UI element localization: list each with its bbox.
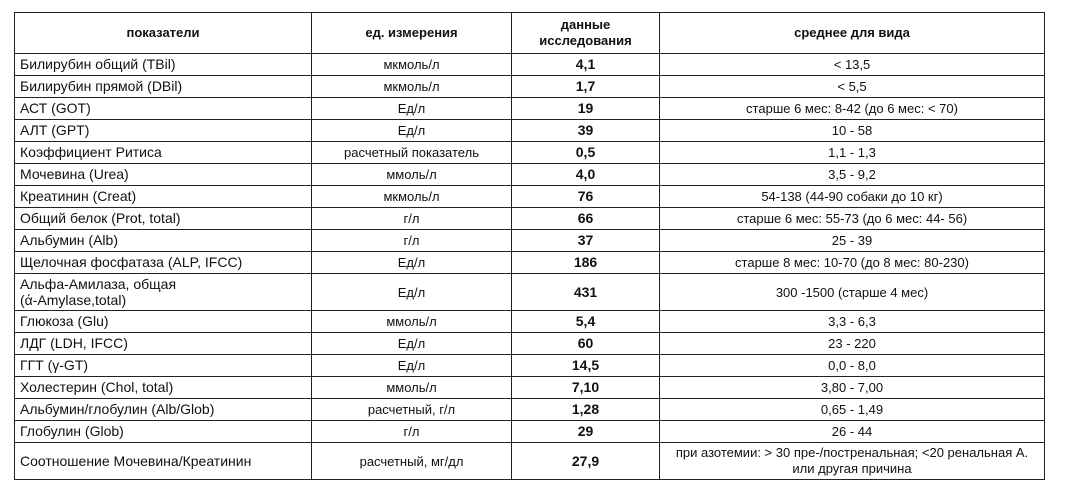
row-reference: 1,1 - 1,3 [660,142,1045,164]
row-unit: г/л [312,230,512,252]
table-row [15,230,1045,252]
row-name: Холестерин (Chol, total) [15,377,312,399]
table-row [15,333,1045,355]
row-name: Соотношение Мочевина/Креатинин [15,443,312,480]
table-row [15,355,1045,377]
row-unit: Ед/л [312,252,512,274]
table-row [15,76,1045,98]
row-value: 0,5 [512,142,660,164]
row-unit: мкмоль/л [312,186,512,208]
row-name: ГГТ (γ-GT) [15,355,312,377]
table-row [15,164,1045,186]
row-reference: 0,0 - 8,0 [660,355,1045,377]
row-value: 7,10 [512,377,660,399]
row-unit: мкмоль/л [312,54,512,76]
row-unit: расчетный, мг/дл [312,443,512,480]
row-unit: расчетный, г/л [312,399,512,421]
header-reference: среднее для вида [660,13,1045,54]
row-name: Билирубин прямой (DBil) [15,76,312,98]
row-unit: Ед/л [312,120,512,142]
row-name: ЛДГ (LDH, IFCC) [15,333,312,355]
table-row [15,252,1045,274]
row-unit: Ед/л [312,98,512,120]
row-reference-line1: при азотемии: > 30 пре-/постренальная; <20 ренальная А. [675,445,1029,460]
row-reference-line2: или другая причина [792,461,912,476]
row-name: Общий белок (Prot, total) [15,208,312,230]
row-unit: Ед/л [312,355,512,377]
row-reference: старше 8 мес: 10-70 (до 8 мес: 80-230) [660,252,1045,274]
table-header-row [15,13,1045,54]
row-unit: Ед/л [312,333,512,355]
row-reference: старше 6 мес: 55-73 (до 6 мес: 44- 56) [660,208,1045,230]
row-reference: 300 -1500 (старше 4 мес) [660,274,1045,311]
row-reference: 26 - 44 [660,421,1045,443]
row-value: 186 [512,252,660,274]
table-row [15,274,1045,311]
row-name [15,274,312,311]
row-value: 27,9 [512,443,660,480]
row-value: 39 [512,120,660,142]
header-value-line2: исследования [539,33,632,48]
table-row [15,98,1045,120]
row-unit: Ед/л [312,274,512,311]
table-row [15,399,1045,421]
row-reference: < 5,5 [660,76,1045,98]
row-name: Мочевина (Urea) [15,164,312,186]
row-reference: 3,3 - 6,3 [660,311,1045,333]
header-value [512,13,660,54]
row-reference: 54-138 (44-90 собаки до 10 кг) [660,186,1045,208]
row-reference: 25 - 39 [660,230,1045,252]
row-name: АЛТ (GPT) [15,120,312,142]
row-value: 37 [512,230,660,252]
table-row [15,311,1045,333]
table-row [15,54,1045,76]
row-reference [660,443,1045,480]
row-name: Альбумин/глобулин (Alb/Glob) [15,399,312,421]
header-value-line1: данные [560,17,611,32]
lab-results-container [14,12,1045,480]
header-unit: ед. измерения [312,13,512,54]
row-name-line1: Альфа-Амилаза, общая [20,276,177,292]
row-name: Щелочная фосфатаза (ALP, IFCC) [15,252,312,274]
row-value: 1,28 [512,399,660,421]
row-name: Альбумин (Alb) [15,230,312,252]
biochemistry-table [14,12,1045,480]
row-value: 60 [512,333,660,355]
table-row [15,120,1045,142]
table-row [15,421,1045,443]
row-name: Глюкоза (Glu) [15,311,312,333]
row-name: Билирубин общий (TBil) [15,54,312,76]
row-reference: 0,65 - 1,49 [660,399,1045,421]
row-unit: расчетный показатель [312,142,512,164]
row-value: 4,0 [512,164,660,186]
row-reference: 10 - 58 [660,120,1045,142]
row-name: АСТ (GOT) [15,98,312,120]
row-value: 5,4 [512,311,660,333]
table-row [15,443,1045,480]
table-row [15,208,1045,230]
header-indicator: показатели [15,13,312,54]
row-value: 66 [512,208,660,230]
row-value: 76 [512,186,660,208]
row-unit: ммоль/л [312,377,512,399]
table-row [15,377,1045,399]
row-reference: старше 6 мес: 8-42 (до 6 мес: < 70) [660,98,1045,120]
row-name-line2: (ά-Amylase,total) [20,292,127,308]
row-value: 29 [512,421,660,443]
row-name: Коэффициент Ритиса [15,142,312,164]
row-reference: 23 - 220 [660,333,1045,355]
row-reference: < 13,5 [660,54,1045,76]
row-unit: г/л [312,421,512,443]
row-name: Креатинин (Creat) [15,186,312,208]
row-value: 1,7 [512,76,660,98]
row-value: 19 [512,98,660,120]
row-unit: ммоль/л [312,311,512,333]
row-name: Глобулин (Glob) [15,421,312,443]
table-row [15,186,1045,208]
row-value: 431 [512,274,660,311]
row-unit: г/л [312,208,512,230]
row-unit: ммоль/л [312,164,512,186]
row-reference: 3,5 - 9,2 [660,164,1045,186]
row-value: 14,5 [512,355,660,377]
row-unit: мкмоль/л [312,76,512,98]
row-value: 4,1 [512,54,660,76]
row-reference: 3,80 - 7,00 [660,377,1045,399]
table-row [15,142,1045,164]
